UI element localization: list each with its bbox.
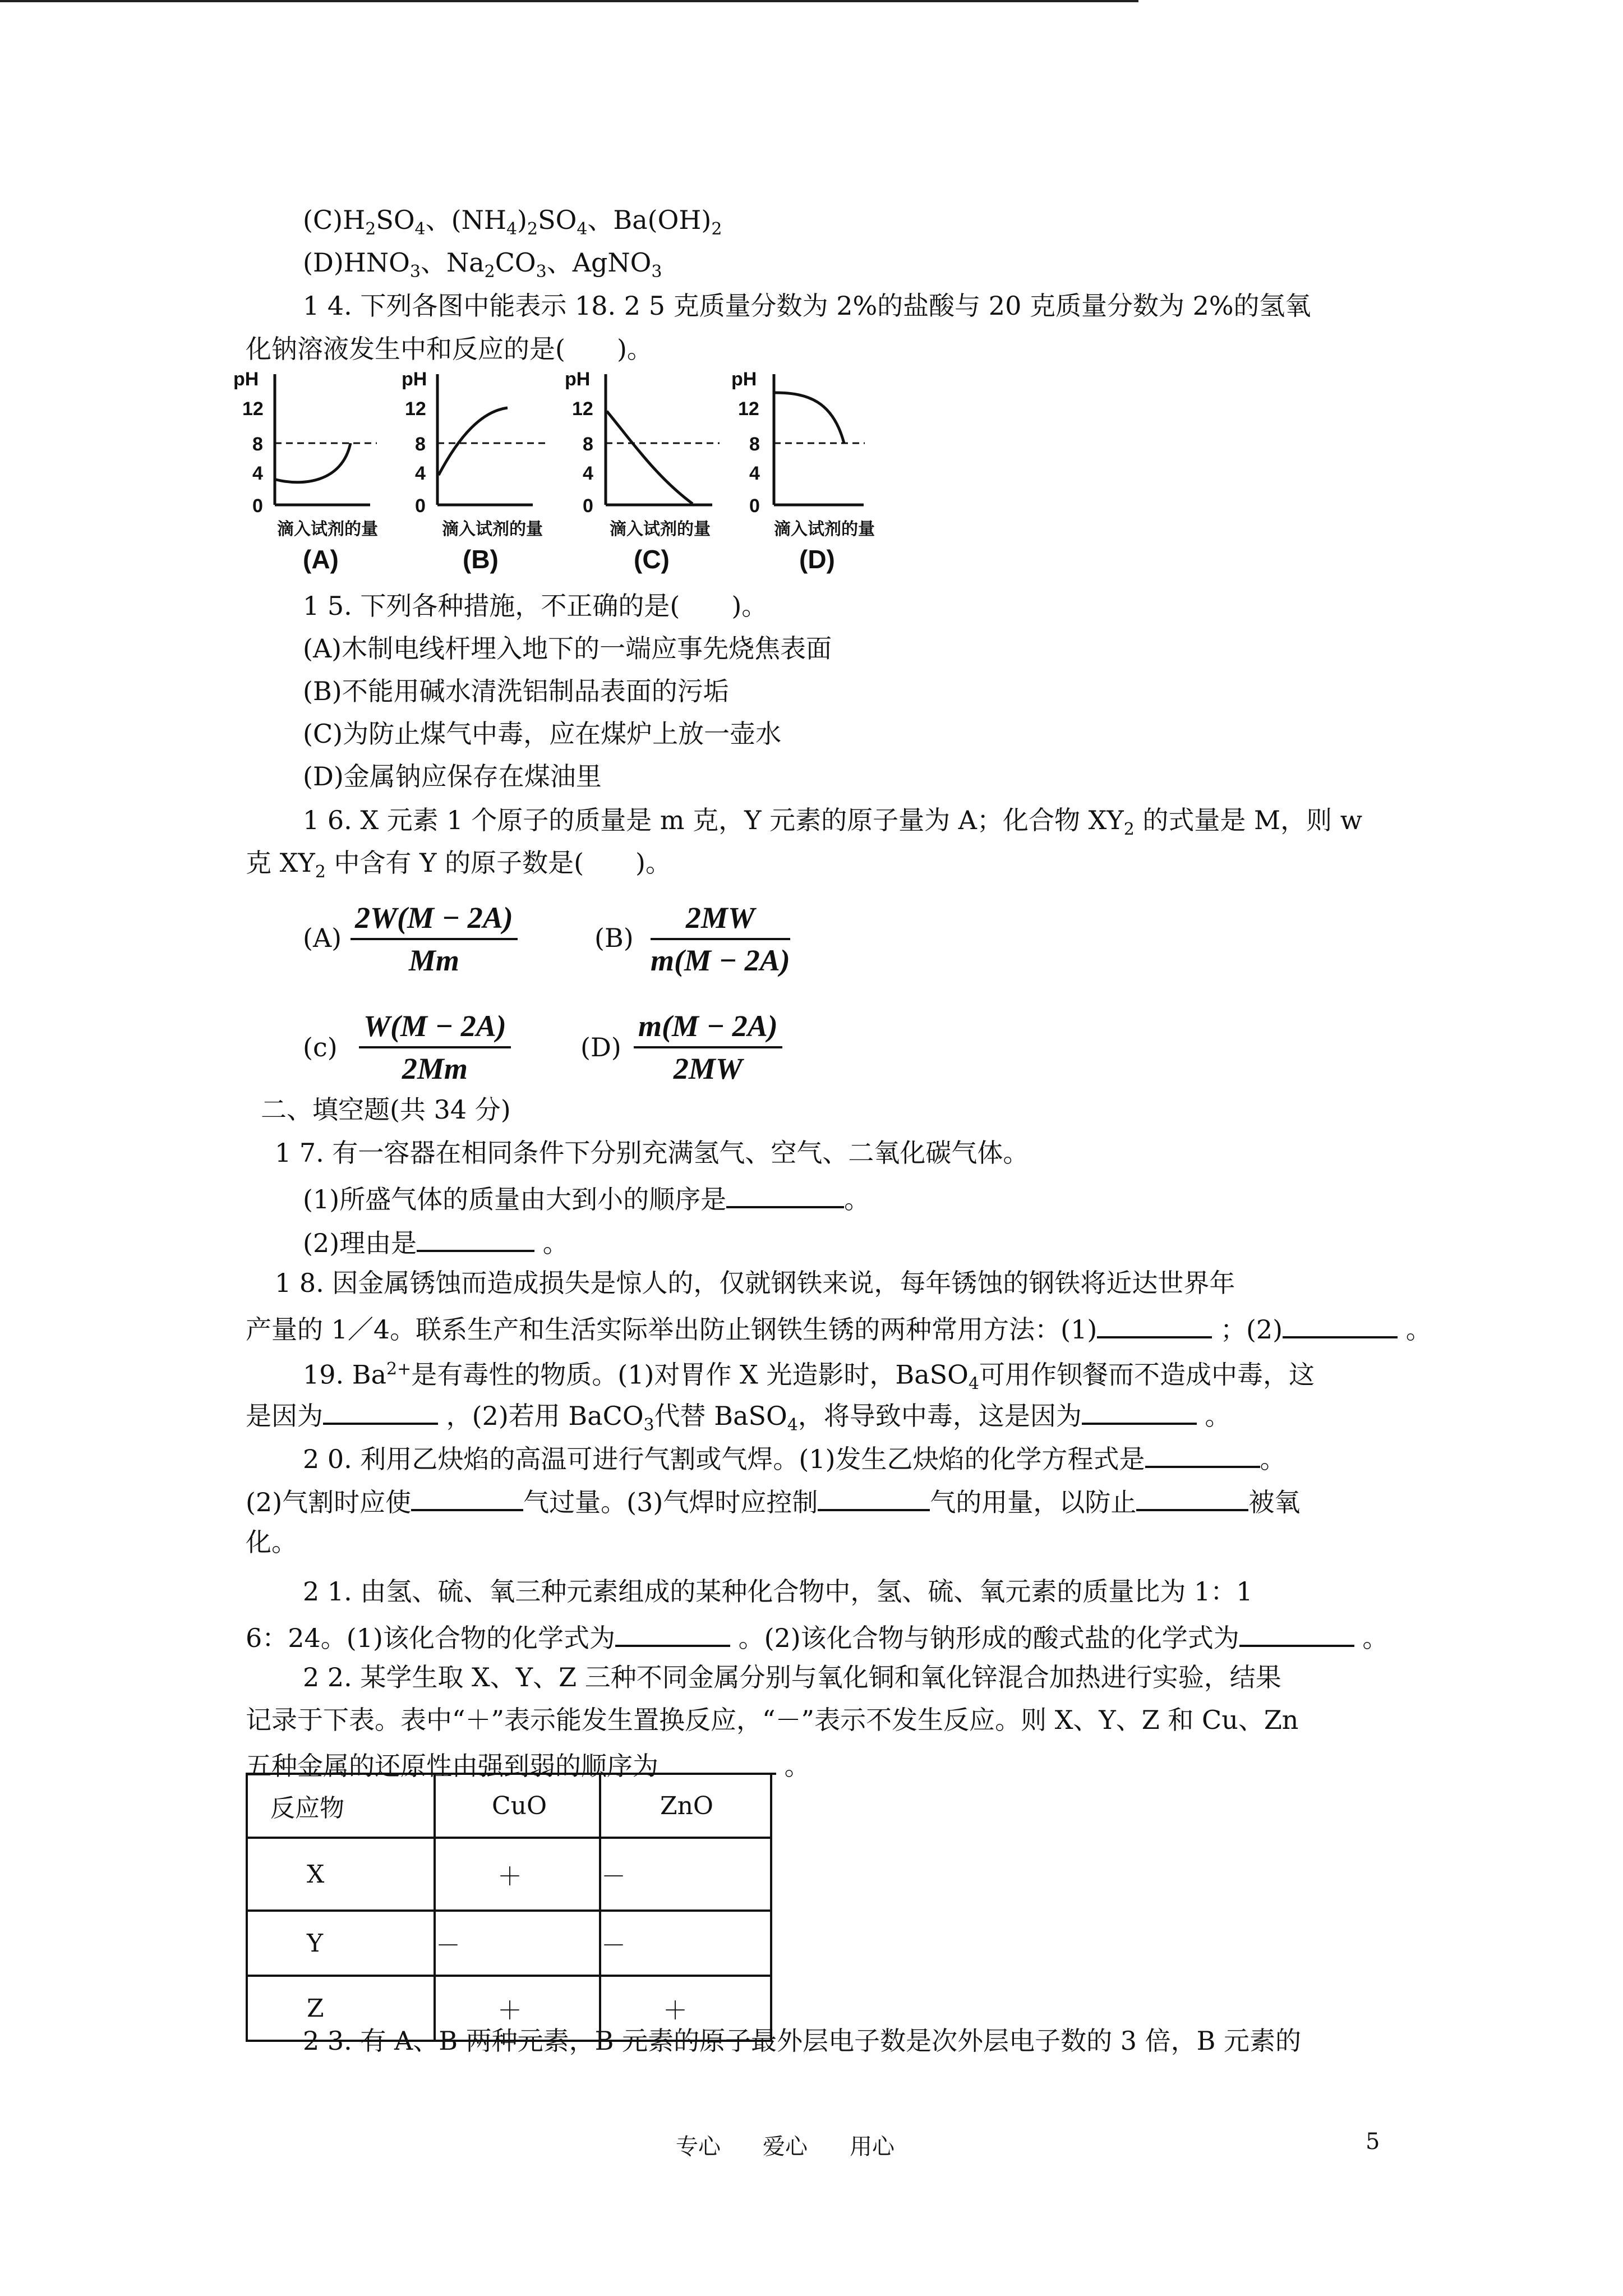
q16-option-d-fraction: $\frac{m(M - 2A)}{2MW}$: [634, 1006, 782, 1089]
q23-line1: 2 3. 有 A、B 两种元素，B 元素的原子最外层电子数是次外层电子数的 3 倍，B 元素的: [303, 2026, 1302, 2056]
q17-part2: (2)理由是 。: [303, 1223, 569, 1260]
q19-blank1[interactable]: [323, 1396, 438, 1425]
footer-motto-1: 专心: [676, 2134, 721, 2160]
table-row: [247, 1838, 771, 1911]
q15-option-d: (D)金属钠应保存在煤油里: [303, 761, 602, 792]
ph-graph-c: pH 12 8 4 0 滴入试剂的量 (C): [565, 369, 711, 574]
q14-stem-line1: 1 4. 下列各图中能表示 18. 2 5 克质量分数为 2%的盐酸与 20 克质量分数为 2%的氢氧: [303, 291, 1311, 321]
table-cell: －: [600, 1838, 771, 1911]
q18-line1: 1 8. 因金属锈蚀而造成损失是惊人的，仅就钢铁来说，每年锈蚀的钢铁将近达世界年: [275, 1268, 1235, 1298]
q20-line2: (2)气割时应使 气过量。(3)气焊时应控制 气的用量，以防止 被氧: [246, 1482, 1300, 1519]
q19-blank2[interactable]: [1082, 1396, 1197, 1425]
ph-graph-d: pH 12 8 4 0 滴入试剂的量 (D): [731, 369, 875, 574]
header-rule: [0, 0, 1138, 2]
q22-line1: 2 2. 某学生取 X、Y、Z 三种不同金属分别与氧化铜和氧化锌混合加热进行实验，结果: [303, 1662, 1281, 1692]
q21-line1: 2 1. 由氢、硫、氧三种元素组成的某种化合物中，氢、硫、氧元素的质量比为 1：1: [303, 1576, 1253, 1607]
footer-motto-3: 用心: [850, 2134, 895, 2160]
q13-option-c: $(C)H_2SO_4$、$(NH_4)_2SO_4$、$Ba(OH)_2$: [303, 205, 722, 240]
q14-stem-line2: 化钠溶液发生中和反应的是( )。: [246, 334, 653, 364]
table-header-cell: ZnO: [600, 1774, 771, 1838]
q21-line2: 6：24。(1)该化合物的化学式为 。(2)该化合物与钠形成的酸式盐的化学式为 。: [246, 1618, 1388, 1655]
q15-stem: 1 5. 下列各种措施，不正确的是( )。: [303, 591, 768, 621]
footer-motto-2: 爱心: [763, 2134, 808, 2160]
q16-option-b-label: (B): [594, 923, 634, 953]
q13-option-d: $(D)HNO_3$、$Na_2CO_3$、AgNO$_3$: [303, 247, 662, 282]
table-cell: X: [247, 1838, 435, 1911]
ph-graph-a: pH 12 8 4 0 滴入试剂的量 (A): [233, 369, 378, 574]
q16-option-a-label: (A): [303, 923, 342, 953]
table-row: [247, 1911, 771, 1976]
q16-option-b-fraction: $\frac{2MW}{m(M - 2A)}$: [651, 898, 790, 981]
table-cell: ＋: [435, 1976, 600, 2041]
table-cell: Y: [247, 1911, 435, 1976]
q20-line3: 化。: [246, 1527, 297, 1557]
reaction-table: [246, 1773, 772, 2042]
q17-stem: 1 7. 有一容器在相同条件下分别充满氢气、空气、二氧化碳气体。: [275, 1138, 1029, 1168]
table-cell: －: [435, 1911, 600, 1976]
q22-blank[interactable]: [658, 1746, 776, 1775]
ph-graph-b: pH 12 8 4 0 滴入试剂的量 (B): [402, 369, 543, 574]
q15-option-a: (A)木制电线杆埋入地下的一端应事先烧焦表面: [303, 633, 832, 664]
table-cell: －: [600, 1911, 771, 1976]
q22-line2: 记录于下表。表中“＋”表示能发生置换反应，“－”表示不发生反应。则 X、Y、Z 和 Cu、Zn: [246, 1705, 1299, 1735]
q22-line3: 五种金属的还原性由强到弱的顺序为 。: [246, 1746, 810, 1783]
q20-blank4[interactable]: [1136, 1482, 1248, 1511]
q20-blank2[interactable]: [411, 1482, 523, 1511]
q18-blank1[interactable]: [1097, 1309, 1212, 1338]
q21-blank1[interactable]: [615, 1618, 730, 1647]
table-header-cell: 反应物: [247, 1774, 435, 1838]
q17-part1: (1)所盛气体的质量由大到小的顺序是 。: [303, 1179, 870, 1216]
q21-blank2[interactable]: [1239, 1618, 1354, 1647]
q20-blank1[interactable]: [1145, 1439, 1260, 1468]
q18-line2: 产量的 1／4。联系生产和生活实际举出防止钢铁生锈的两种常用方法：(1) ；(2) 。: [246, 1309, 1432, 1346]
q16-option-d-label: (D): [580, 1032, 621, 1062]
table-header-cell: CuO: [435, 1774, 600, 1838]
page-number: 5: [1366, 2129, 1380, 2155]
q15-option-c: (C)为防止煤气中毒，应在煤炉上放一壶水: [303, 719, 782, 749]
q17-blank1[interactable]: [726, 1179, 844, 1208]
q16-option-c-label: (c): [303, 1032, 338, 1062]
table-cell: ＋: [600, 1976, 771, 2041]
q17-blank2[interactable]: [417, 1223, 534, 1252]
table-header-row: [247, 1774, 771, 1838]
q19-line1: 19. $Ba^{2+}$是有毒性的物质。(1)对胃作 X 光造影时，BaSO$_4$可用作钡餐而不造成中毒，这: [303, 1359, 1315, 1394]
q20-blank3[interactable]: [818, 1482, 930, 1511]
q19-line2: 是因为 ，(2)若用 BaCO$_3$代替 BaSO$_4$，将导致中毒，这是因为 。: [246, 1396, 1230, 1442]
q15-option-b: (B)不能用碱水清洗铝制品表面的污垢: [303, 676, 729, 706]
q16-option-c-fraction: $\frac{W(M - 2A)}{2Mm}$: [359, 1006, 511, 1089]
table-cell: ＋: [435, 1838, 600, 1911]
table-cell: Z: [247, 1976, 435, 2041]
q16-stem-line1: 1 6. X 元素 1 个原子的质量是 m 克，Y 元素的原子量为 A；化合物 $XY_2$ 的式量是 M，则 w: [303, 805, 1363, 840]
section-title: 二、填空题(共 34 分): [261, 1094, 511, 1125]
q16-option-a-fraction: $\frac{2W(M - 2A)}{Mm}$: [351, 898, 518, 981]
q16-stem-line2: 克 $XY_2$ 中含有 Y 的原子数是( )。: [246, 848, 671, 882]
q20-line1: 2 0. 利用乙炔焰的高温可进行气割或气焊。(1)发生乙炔焰的化学方程式是 。: [303, 1439, 1286, 1476]
q18-blank2[interactable]: [1283, 1309, 1398, 1338]
